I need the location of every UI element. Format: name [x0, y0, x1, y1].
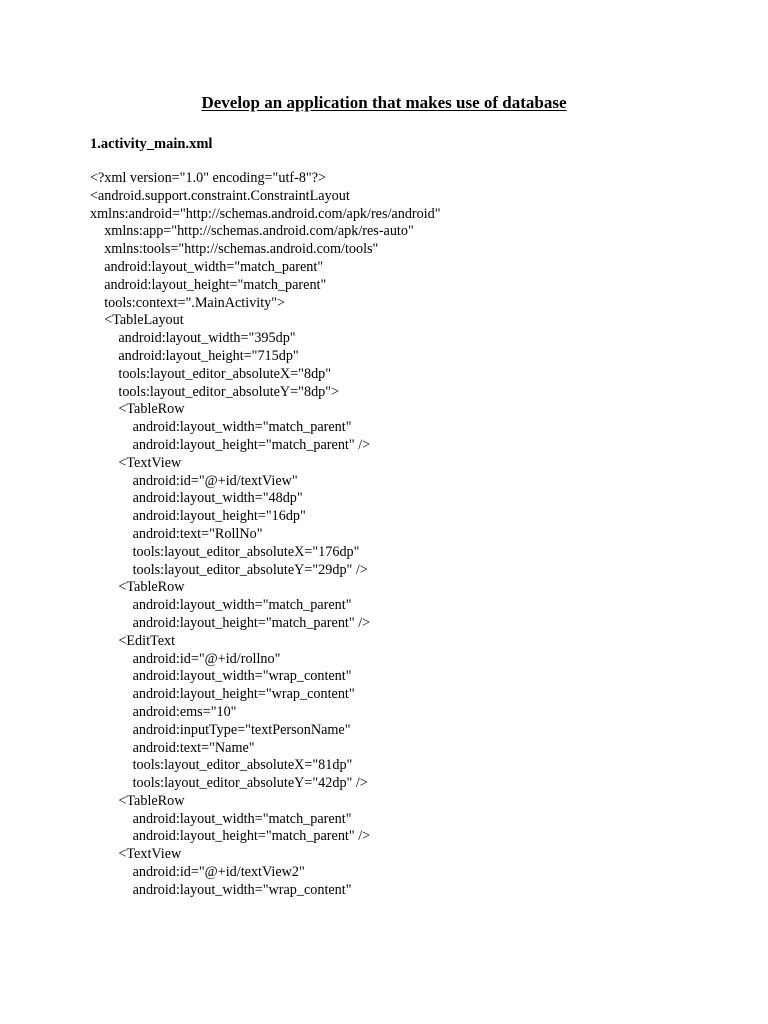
code-line: android:id="@+id/rollno" — [90, 650, 281, 667]
code-line: android:layout_width="match_parent" — [90, 810, 352, 827]
code-line: tools:layout_editor_absoluteY="8dp"> — [90, 383, 340, 400]
code-line: android:layout_width="wrap_content" — [90, 668, 352, 685]
code-line: android:layout_width="48dp" — [90, 490, 303, 507]
code-line: android:layout_height="match_parent" /> — [90, 614, 371, 631]
code-line: tools:layout_editor_absoluteX="81dp" — [90, 757, 353, 774]
code-line: android:inputType="textPersonName" — [90, 721, 351, 738]
code-line: xmlns:tools="http://schemas.android.com/tools" — [90, 241, 379, 258]
code-line: tools:layout_editor_absoluteY="29dp" /> — [90, 561, 368, 578]
code-line: <android.support.constraint.ConstraintLayout — [90, 187, 350, 204]
code-line: android:layout_height="wrap_content" — [90, 686, 355, 703]
code-line: android:ems="10" — [90, 703, 237, 720]
code-line: <TableRow — [90, 579, 185, 596]
code-line: android:layout_width="match_parent" — [90, 597, 352, 614]
code-line: xmlns:android="http://schemas.android.com/apk/res/android" — [90, 205, 441, 222]
code-line: android:layout_width="wrap_content" — [90, 881, 352, 898]
code-line: tools:layout_editor_absoluteY="42dp" /> — [90, 775, 368, 792]
code-line: tools:layout_editor_absoluteX="176dp" — [90, 543, 360, 560]
section-heading: 1.activity_main.xml — [90, 136, 213, 152]
code-line: <TextView — [90, 846, 182, 863]
code-line: tools:layout_editor_absoluteX="8dp" — [90, 365, 332, 382]
document-title: Develop an application that makes use of database — [201, 93, 567, 112]
code-line: android:layout_width="match_parent" — [90, 419, 352, 436]
code-line: xmlns:app="http://schemas.android.com/apk/res-auto" — [90, 223, 414, 240]
code-line: android:layout_width="395dp" — [90, 330, 296, 347]
code-line: android:layout_height="match_parent" /> — [90, 828, 371, 845]
code-line: android:layout_height="715dp" — [90, 347, 299, 364]
code-line: <TextView — [90, 454, 182, 471]
code-line: android:layout_width="match_parent" — [90, 258, 324, 275]
code-line: android:layout_height="16dp" — [90, 508, 306, 525]
code-line: android:layout_height="match_parent" /> — [90, 436, 371, 453]
code-line: <TableRow — [90, 401, 185, 418]
code-line: <TableLayout — [90, 312, 184, 329]
code-line: <EditText — [90, 632, 176, 649]
code-line: android:layout_height="match_parent" — [90, 276, 327, 293]
code-block — [90, 170, 730, 900]
code-line: android:id="@+id/textView" — [90, 472, 298, 489]
code-line: <TableRow — [90, 792, 185, 809]
code-line: android:text="RollNo" — [90, 525, 263, 542]
code-line: <?xml version="1.0" encoding="utf-8"?> — [90, 170, 327, 186]
code-line: android:id="@+id/textView2" — [90, 864, 305, 881]
code-line: android:text="Name" — [90, 739, 255, 756]
code-line: tools:context=".MainActivity"> — [90, 294, 286, 311]
